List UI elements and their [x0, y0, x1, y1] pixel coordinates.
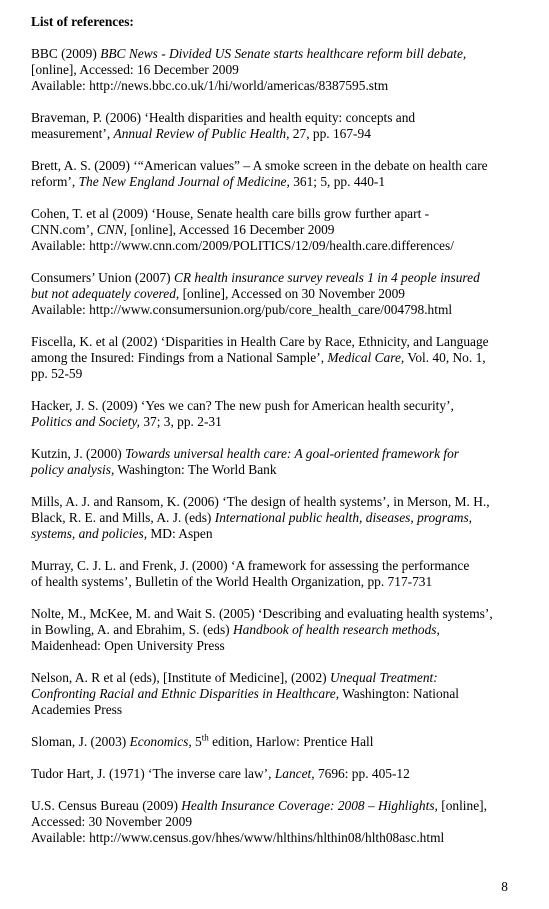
reference-entry [31, 734, 526, 750]
reference-text: Available: http://www.cnn.com/2009/POLITICS/12/09/health.care.differences/ [31, 238, 454, 253]
reference-line [31, 558, 526, 574]
page-number: 8 [501, 879, 508, 894]
reference-line [31, 126, 526, 142]
reference-line [31, 270, 526, 286]
superscript-text: th [201, 732, 209, 743]
references-heading: List of references: [31, 14, 134, 29]
reference-line [31, 366, 526, 382]
reference-text: Washington: The World Bank [114, 462, 277, 477]
reference-entry [31, 558, 526, 590]
reference-text: 7696: pp. 405-12 [314, 766, 410, 781]
reference-entry [31, 334, 526, 382]
reference-text: [online], Accessed 16 December 2009 [127, 222, 335, 237]
reference-entry [31, 446, 526, 478]
reference-line [31, 158, 526, 174]
reference-text: Available: http://www.census.gov/hhes/www/hlthins/hlthin08/hlth08asc.html [31, 830, 445, 845]
italic-text: International public health, diseases, programs, [214, 510, 473, 525]
reference-text: Tudor Hart, J. (1971) ‘The inverse care law’, [31, 766, 275, 781]
italic-text: Lancet, [274, 766, 315, 781]
italic-text: Medical Care, [327, 350, 405, 365]
reference-entry [31, 398, 526, 430]
reference-line [31, 350, 526, 366]
italic-text: Towards universal health care: A goal-oriented framework for [125, 446, 459, 461]
reference-text: Kutzin, J. (2000) [31, 446, 126, 461]
italic-text: Confronting Racial and Ethnic Disparities in Healthcare, [31, 686, 340, 701]
reference-text: Mills, A. J. and Ransom, K. (2006) ‘The design of health systems’, in Merson, M. H., [31, 494, 490, 509]
reference-text: Available: http://news.bbc.co.uk/1/hi/world/americas/8387595.stm [31, 78, 389, 93]
reference-text: CNN.com’, [31, 222, 97, 237]
reference-text: [online], Accessed: 16 December 2009 [31, 62, 239, 77]
reference-line [31, 622, 526, 638]
reference-list [31, 46, 526, 846]
reference-line [31, 606, 526, 622]
reference-text: Sloman, J. (2003) [31, 734, 130, 749]
reference-line [31, 670, 526, 686]
reference-line [31, 638, 526, 654]
reference-text: Accessed: 30 November 2009 [31, 814, 193, 829]
reference-text: Fiscella, K. et al (2002) ‘Disparities in Health Care by Race, Ethnicity, and Language [31, 334, 489, 349]
reference-line [31, 462, 526, 478]
reference-line [31, 574, 526, 590]
reference-text: Nelson, A. R et al (eds), [Institute of Medicine], (2002) [31, 670, 330, 685]
italic-text: systems, and policies, [31, 526, 148, 541]
reference-text: Nolte, M., McKee, M. and Wait S. (2005) ‘Describing and evaluating health systems’, [31, 606, 493, 621]
italic-text: The New England Journal of Medicine, [78, 174, 290, 189]
reference-text: 37; 3, pp. 2-31 [139, 414, 222, 429]
reference-line [31, 222, 526, 238]
reference-line [31, 830, 526, 846]
italic-text: Economics, [129, 734, 192, 749]
reference-line [31, 238, 526, 254]
reference-line [31, 62, 526, 78]
reference-entry [31, 766, 526, 782]
reference-entry [31, 110, 526, 142]
reference-text: edition, Harlow: Prentice Hall [208, 734, 374, 749]
reference-line [31, 686, 526, 702]
reference-line [31, 110, 526, 126]
reference-text: 361; 5, pp. 440-1 [289, 174, 386, 189]
reference-text: reform’, [31, 174, 79, 189]
italic-text: Politics and Society, [31, 414, 140, 429]
reference-text: of health systems’, Bulletin of the World Health Organization, pp. 717-731 [31, 574, 433, 589]
reference-text: Hacker, J. S. (2009) ‘Yes we can? The new push for American health security’, [31, 398, 454, 413]
italic-text: Annual Review of Public Health, [113, 126, 290, 141]
reference-entry [31, 158, 526, 190]
reference-line [31, 78, 526, 94]
italic-text: BBC News - Divided US Senate starts healthcare reform bill debate, [100, 46, 467, 61]
reference-text: Braveman, P. (2006) ‘Health disparities and health equity: concepts and [31, 110, 416, 125]
reference-text: in Bowling, A. and Ebrahim, S. (eds) [31, 622, 233, 637]
reference-text: Black, R. E. and Mills, A. J. (eds) [31, 510, 215, 525]
reference-text: Vol. 40, No. 1, [404, 350, 486, 365]
reference-entry [31, 270, 526, 318]
italic-text: but not adequately covered, [31, 286, 180, 301]
reference-text: [online], Accessed on 30 November 2009 [179, 286, 405, 301]
reference-line [31, 798, 526, 814]
reference-line [31, 526, 526, 542]
reference-text: 5 [191, 734, 202, 749]
reference-entry [31, 494, 526, 542]
italic-text: Unequal Treatment: [330, 670, 438, 685]
reference-line [31, 302, 526, 318]
reference-text: Academies Press [31, 702, 123, 717]
reference-text: 27, pp. 167-94 [289, 126, 371, 141]
reference-text: U.S. Census Bureau (2009) [31, 798, 182, 813]
reference-text: among the Insured: Findings from a National Sample’, [31, 350, 328, 365]
reference-entry [31, 606, 526, 654]
reference-line [31, 174, 526, 190]
italic-text: CNN, [96, 222, 127, 237]
document-page [31, 13, 526, 862]
reference-line [31, 814, 526, 830]
reference-line [31, 414, 526, 430]
italic-text: Health Insurance Coverage: 2008 – Highlights, [181, 798, 438, 813]
reference-text: measurement’, [31, 126, 114, 141]
reference-line [31, 206, 526, 222]
reference-text: [online], [437, 798, 487, 813]
reference-text: Cohen, T. et al (2009) ‘House, Senate health care bills grow further apart - [31, 206, 430, 221]
reference-line [31, 446, 526, 462]
reference-line [31, 398, 526, 414]
reference-entry [31, 798, 526, 846]
reference-line [31, 286, 526, 302]
reference-line [31, 734, 526, 750]
reference-text: Washington: National [339, 686, 460, 701]
reference-text: Murray, C. J. L. and Frenk, J. (2000) ‘A framework for assessing the performance [31, 558, 470, 573]
reference-line [31, 334, 526, 350]
reference-text: Available: http://www.consumersunion.org/pub/core_health_care/004798.html [31, 302, 453, 317]
reference-text: Maidenhead: Open University Press [31, 638, 225, 653]
reference-line [31, 46, 526, 62]
reference-text: MD: Aspen [147, 526, 213, 541]
reference-line [31, 510, 526, 526]
reference-line [31, 702, 526, 718]
reference-text: BBC (2009) [31, 46, 101, 61]
reference-entry [31, 46, 526, 94]
reference-text: Brett, A. S. (2009) ‘“American values” – A smoke screen in the debate on health care [31, 158, 488, 173]
italic-text: policy analysis, [31, 462, 115, 477]
reference-text: pp. 52-59 [31, 366, 83, 381]
reference-entry [31, 206, 526, 254]
reference-entry [31, 670, 526, 718]
italic-text: Handbook of health research methods, [232, 622, 440, 637]
italic-text: CR health insurance survey reveals 1 in 4 people insured [173, 270, 480, 285]
reference-line [31, 766, 526, 782]
reference-text: Consumers’ Union (2007) [31, 270, 174, 285]
reference-line [31, 494, 526, 510]
